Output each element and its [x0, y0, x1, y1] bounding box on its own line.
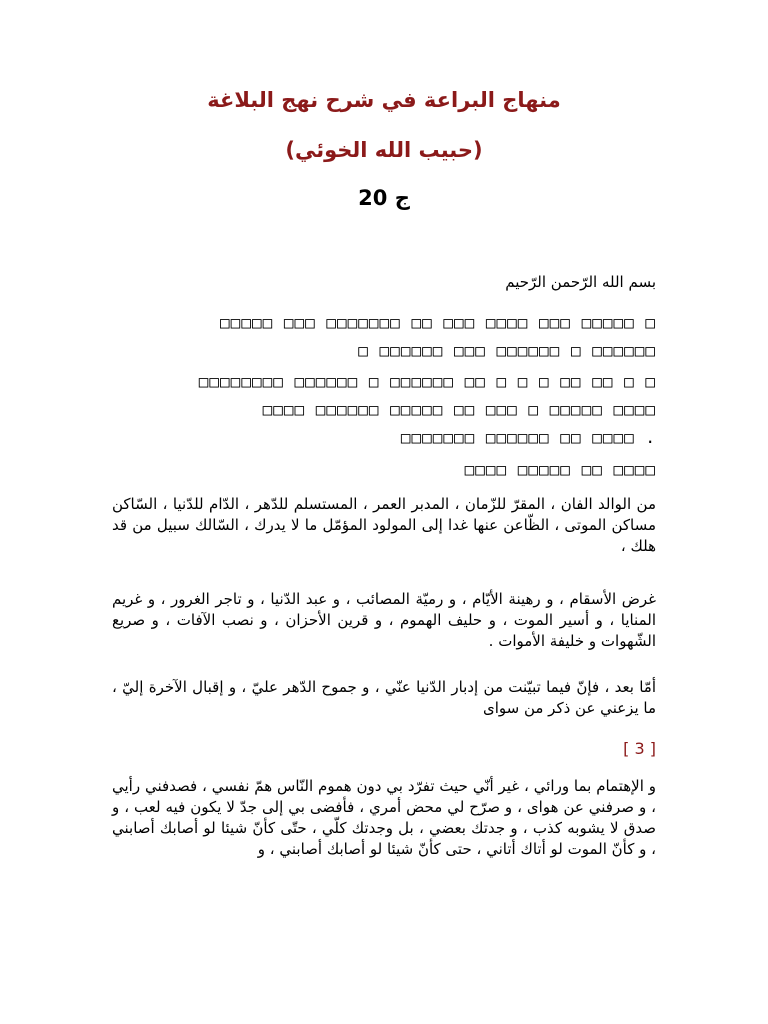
volume-number: ج 20	[358, 186, 410, 210]
garbled-line: □□□□ □□□□□ □ □□□ □□ □□□□□ □□□□□□ □□□□	[262, 400, 656, 419]
garbled-paragraph-2	[112, 368, 656, 452]
page-reference: [ 3 ]	[623, 739, 656, 758]
garbled-paragraph-1	[112, 309, 656, 365]
book-title: منهاج البراعة في شرح نهج البلاغة	[207, 88, 561, 112]
paragraph-2: غرض الأسقام ، و رهينة الأيّام ، و رميّة المصائب ، و عبد الدّنيا ، و تاجر الغرور ، و غريم المنايا ، و أسير الموت ، و حليف الهموم ، و قرين الأحزان ، و نصب الآفات ، و صريع الشّهوات و خليفة الأموات .	[112, 590, 656, 650]
garbled-line: □ □□□□□ □□□ □□□□ □□□ □□ □□□□□□□ □□□ □□□□□	[220, 313, 656, 332]
author-name: (حبيب الله الخوئي)	[285, 138, 483, 162]
garbled-line: . □□□□ □□ □□□□□□ □□□□□□□	[400, 428, 656, 447]
paragraph-4: و الإهتمام بما ورائي ، غير أنّي حيث تفرّد بي دون هموم النّاس همّ نفسي ، فصدفني رأيي ، و صرفني عن هواى ، و صرّح لي محض أمري ، فأفضى بي إلى جدّ لا يكون فيه لعب ، و صدق لا يشوبه كذب ، و جدتك بعضي ، بل وجدتك كلّي ، حتّى كأنّ شيئا لو أصابك أصابني ، و كأنّ الموت لو أتاك أتاني ، حتى كأنّ شيئا لو أصابك أصابني ، و	[112, 777, 656, 858]
garbled-paragraph-3: □□□□ □□ □□□□□ □□□□	[464, 460, 656, 479]
garbled-line: □□□□□□ □ □□□□□□ □□□ □□□□□□ □	[358, 341, 656, 360]
paragraph-1: من الوالد الفان ، المقرّ للزّمان ، المدبر العمر ، المستسلم للدّهر ، الدّام للدّنيا ، السّاكن مساكن الموتى ، الظّاعن عنها غدا إلى المولود المؤمّل ما لا يدرك ، السّالك سبيل من قد هلك ،	[112, 495, 656, 555]
basmala: بسم الله الرّحمن الرّحيم	[505, 273, 656, 291]
garbled-line: □ □ □□ □□ □ □ □ □□ □□□□□□ □ □□□□□□ □□□□□□□□	[198, 372, 656, 391]
paragraph-3: أمّا بعد ، فإنّ فيما تبيّنت من إدبار الدّنيا عنّي ، و جموح الدّهر عليّ ، و إقبال الآخرة إليّ ، ما يزعني عن ذكر من سواى	[112, 678, 656, 717]
